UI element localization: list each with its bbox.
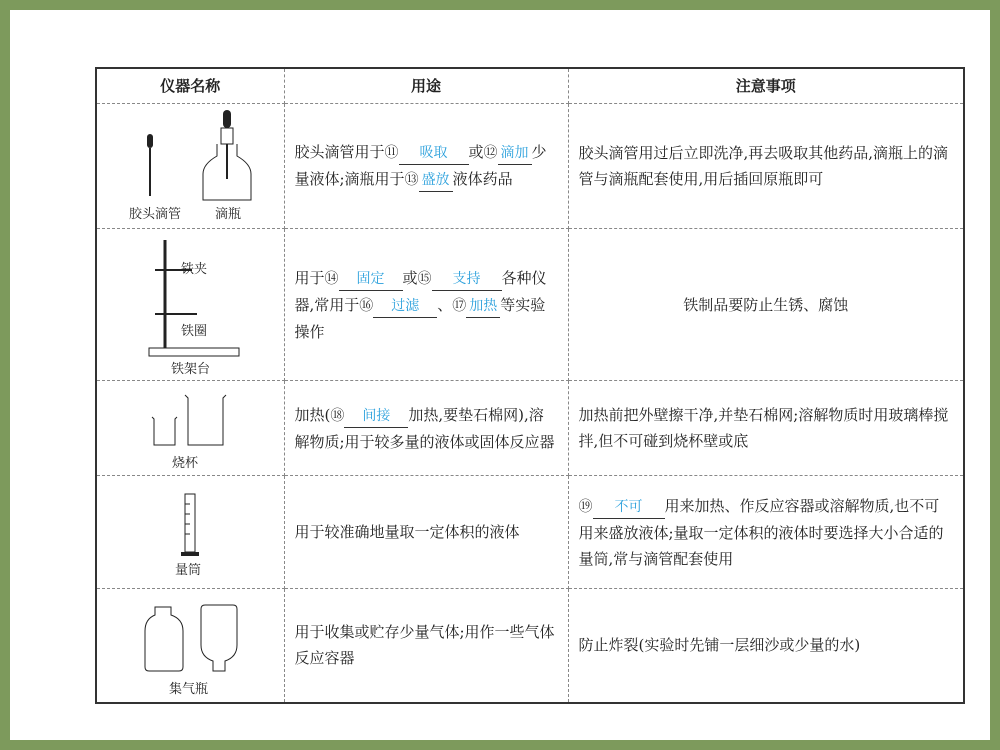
text: 等实验操作: [294, 295, 546, 341]
text: 加热,要垫石棉网),溶解物质;用于较多量的液体或固体反应器: [294, 405, 555, 451]
table-row: [96, 589, 964, 703]
text: 各种仪器,常用于: [294, 268, 547, 314]
note-cell: [568, 476, 964, 589]
answer-blank: 盛放: [419, 169, 453, 192]
answer-blank: 过滤: [373, 295, 437, 318]
cylinder-label: 量筒: [175, 563, 202, 578]
note-cell: 加热前把外壁擦干净,并垫石棉网;溶解物质时用玻璃棒搅拌,但不可碰到烧杯壁或底: [568, 381, 964, 476]
page: [10, 10, 990, 740]
dropper-illustration: [96, 104, 284, 229]
header-use: 用途: [284, 68, 568, 104]
blank-number: ⑫: [483, 145, 498, 161]
answer-blank: 固定: [339, 268, 403, 291]
blank-number: ⑯: [359, 297, 374, 314]
table-header: [96, 68, 964, 104]
dropper-bottle-icon: [97, 104, 285, 228]
clamp-label: 铁夹: [181, 262, 208, 277]
answer-blank: 间接: [344, 405, 408, 428]
text: 胶头滴管用于: [294, 143, 385, 161]
blank-number: ⑪: [384, 145, 399, 161]
cylinder-illustration: [96, 476, 284, 589]
text: 用于: [294, 268, 325, 287]
blank-number: ⑭: [324, 270, 339, 287]
answer-blank: 吸取: [399, 142, 469, 165]
header-name: 仪器名称: [96, 68, 284, 104]
answer-blank: 支持: [432, 268, 502, 291]
text: 少量液体;滴瓶用于: [294, 143, 547, 188]
blank-number: ⑬: [404, 172, 419, 188]
text: 液体药品: [452, 170, 513, 188]
dropping-bottle-label: 滴瓶: [215, 207, 242, 222]
instrument-table: [95, 67, 965, 704]
gas-bottle-illustration: [96, 589, 284, 703]
iron-stand-illustration: [96, 229, 284, 381]
ring-label: 铁圈: [181, 324, 208, 339]
use-cell: 用于较准确地量取一定体积的液体: [284, 476, 568, 589]
header-notes: 注意事项: [568, 68, 964, 104]
blank-number: ⑲: [578, 498, 593, 515]
note-cell: 胶头滴管用过后立即洗净,再去吸取其他药品,滴瓶上的滴管与滴瓶配套使用,用后插回原瓶即可: [568, 104, 964, 229]
text: 用来加热、作反应容器或溶解物质,也不可用来盛放液体;量取一定体积的液体时要选择大小合适的量筒,常与滴管配套使用: [578, 496, 944, 568]
text: 、: [437, 295, 453, 314]
answer-blank: 不可: [593, 496, 665, 519]
answer-blank: 加热: [466, 295, 500, 318]
text: 加热(: [294, 405, 331, 424]
beaker-illustration: [96, 381, 284, 476]
dropper-label: 胶头滴管: [129, 207, 182, 222]
table-row: [96, 381, 964, 476]
note-cell: 防止炸裂(实验时先铺一层细沙或少量的水): [568, 589, 964, 703]
blank-number: ⑮: [417, 270, 432, 287]
text: 或: [402, 268, 418, 287]
table-row: [96, 104, 964, 229]
answer-blank: 滴加: [498, 142, 532, 165]
table-row: [96, 476, 964, 589]
blank-number: ⑱: [330, 407, 345, 424]
blank-number: ⑰: [452, 297, 467, 314]
use-cell: [284, 229, 568, 381]
text: 或: [468, 143, 484, 161]
beaker-label: 烧杯: [172, 456, 199, 471]
use-cell: [284, 104, 568, 229]
iron-stand-label: 铁架台: [171, 362, 211, 377]
gas-bottle-label: 集气瓶: [169, 682, 209, 697]
note-cell: 铁制品要防止生锈、腐蚀: [568, 229, 964, 381]
use-cell: [284, 381, 568, 476]
use-cell: 用于收集或贮存少量气体;用作一些气体反应容器: [284, 589, 568, 703]
table-row: [96, 229, 964, 381]
